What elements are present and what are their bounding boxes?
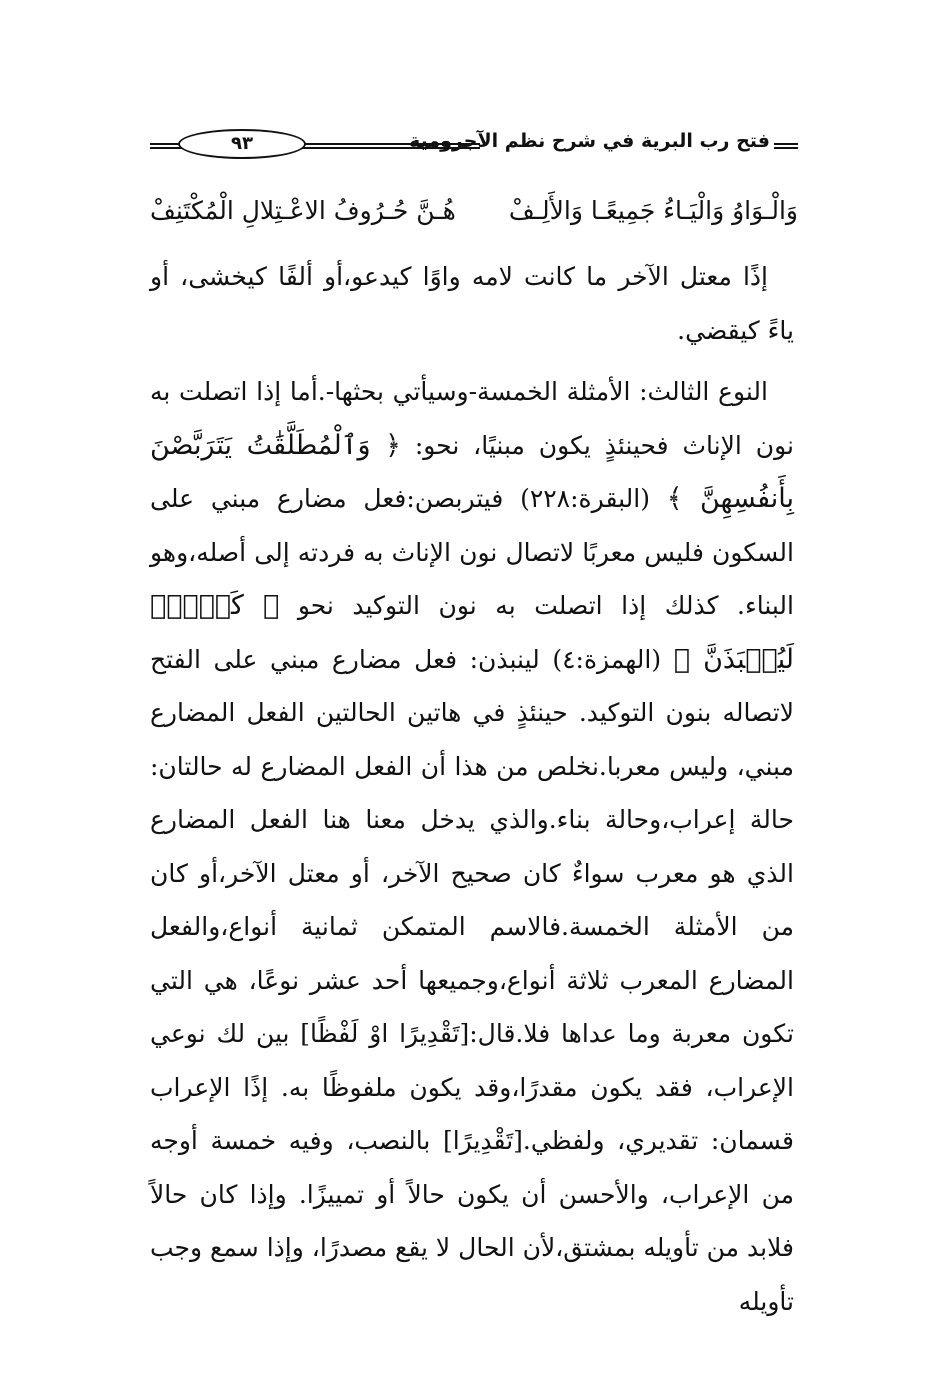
verse-first-hemistich: وَالْـوَاوُ وَالْيَـاءُ جَمِيعًـا وَالأَلِـفْ	[508, 196, 798, 225]
running-header	[150, 126, 798, 166]
paragraph	[150, 365, 794, 1328]
page-number: ٩٣	[178, 129, 306, 159]
book-title: فتح رب البرية في شرح نظم الآجرومية	[409, 130, 770, 152]
body-text	[150, 250, 794, 1328]
paragraph-text: (الهمزة:٤) لينبذن: فعل مضارع مبني على الفتح لاتصاله بنون التوكيد. حينئذٍ في هاتين الحالتين الفعل المضارع مبني، وليس معربا.نخلص من هذا أن الفعل المضارع له حالتان: حالة إعراب،وحالة بناء.والذي يدخل معنا هنا الفعل المضارع الذي هو معرب سواءٌ كان صحيح الآخر، أو معتل الآخر،أو كان من الأمثلة الخمسة.فالاسم المتمكن ثمانية أنواع،والفعل المضارع المعرب ثلاثة أنواع،وجميعها أحد عشر نوعًا، هي التي تكون معربة وما عداها فلا.قال:[تَقْدِيرًا اوْ لَفْظًا] بين لك نوعي الإعراب، فقد يكون مقدرًا،وقد يكون ملفوظًا به. إذًا الإعراب قسمان: تقديري، ولفظي.[تَقْدِيرًا] بالنصب، وفيه خمسة أوجه من الإعراب، والأحسن أن يكون حالاً أو تمييزًا. وإذا كان حالاً فلابد من تأويله بمشتق،لأن الحال لا يقع مصدرًا، وإذا سمع وجب تأويله	[150, 644, 794, 1316]
quran-verse: ﴿ كَلَّاۖ لَيُنۢبَذَنَّ ﴾	[150, 590, 795, 675]
paragraph-text: إذًا معتل الآخر ما كانت لامه واوًا كيدعو،أو ألفًا كيخشى، أو ياءً كيقضي.	[150, 262, 794, 345]
verse-second-hemistich: هُـنَّ حُـرُوفُ الاعْـتِلالِ الْمُكْتَنِفْ	[150, 196, 456, 225]
header-ornament	[774, 143, 798, 149]
paragraph	[150, 250, 794, 357]
quran-verse: ﴿ وَٱلْمُطَلَّقَٰتُ يَتَرَبَّصْنَ بِأَنفُسِهِنَّ ﴾	[150, 429, 794, 514]
poem-verse	[150, 196, 798, 240]
paragraph-text: (البقرة:٢٢٨) فيتربصن:فعل مضارع مبني على السكون فليس معربًا لاتصال نون الإناث به فردته إلى أصله،وهو البناء. كذلك إذا اتصلت به نون التوكيد نحو	[150, 484, 794, 620]
paragraph-text: النوع الثالث: الأمثلة الخمسة-وسيأتي بحثها-.أما إذا اتصلت به نون الإناث فحينئذٍ يكون مبنيًا، نحو:	[150, 377, 794, 460]
